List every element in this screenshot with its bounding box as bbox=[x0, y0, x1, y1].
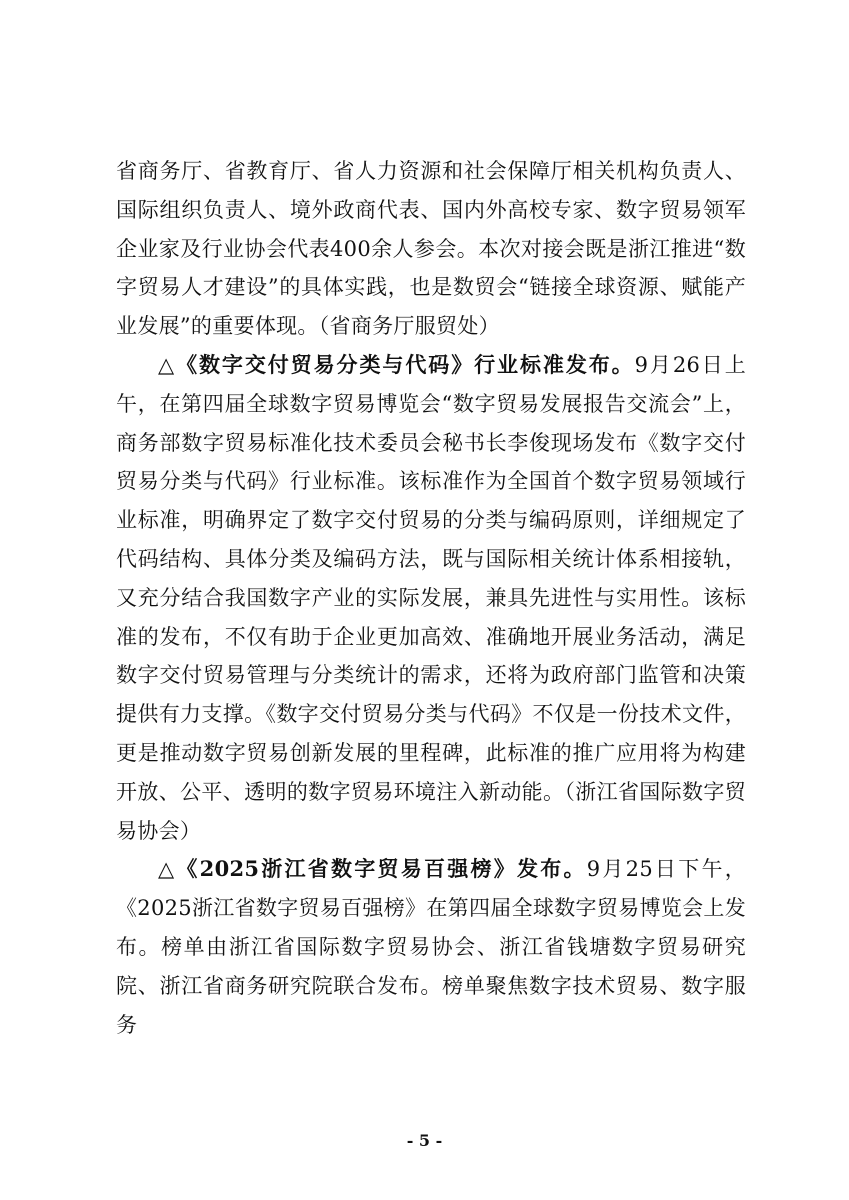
paragraph-top100-release bbox=[116, 850, 746, 1044]
paragraph-body: 9月25日下午，《2025浙江省数字贸易百强榜》在第四届全球数字贸易博览会上发布。榜单由浙江省国际数字贸易协会、浙江省钱塘数字贸易研究院、浙江省商务研究院联合发布。榜单聚焦数字技术贸易、数字服务 bbox=[116, 857, 746, 1037]
page-number: - 5 - bbox=[406, 1131, 443, 1150]
paragraph-headline: △《数字交付贸易分类与代码》行业标准发布。 bbox=[158, 351, 635, 377]
paragraph-body: 9月26日上午，在第四届全球数字贸易博览会“数字贸易发展报告交流会”上，商务部数字贸易标准化技术委员会秘书长李俊现场发布《数字交付贸易分类与代码》行业标准。该标准作为全国首个数字贸易领域行业标准，明确界定了数字交付贸易的分类与编码原则，详细规定了代码结构、具体分类及编码方法，既与国际相关统计体系相接轨，又充分结合我国数字产业的实际发展，兼具先进性与实用性。该标准的发布，不仅有助于企业更加高效、准确地开展业务活动，满足数字交付贸易管理与分类统计的需求，还将为政府部门监管和决策提供有力支撑。《数字交付贸易分类与代码》不仅是一份技术文件，更是推动数字贸易创新发展的里程碑，此标准的推广应用将为构建开放、公平、透明的数字贸易环境注入新动能。（浙江省国际数字贸易协会） bbox=[116, 352, 746, 843]
document-page bbox=[116, 152, 746, 1044]
paragraph-continuation bbox=[116, 152, 746, 346]
paragraph-standard-release bbox=[116, 346, 746, 850]
paragraph-headline: △《2025浙江省数字贸易百强榜》发布。 bbox=[158, 856, 587, 882]
paragraph-body: 省商务厅、省教育厅、省人力资源和社会保障厅相关机构负责人、国际组织负责人、境外政商代表、国内外高校专家、数字贸易领军企业家及行业协会代表400余人参会。本次对接会既是浙江推进“数字贸易人才建设”的具体实践，也是数贸会“链接全球资源、赋能产业发展”的重要体现。（省商务厅服贸处） bbox=[116, 159, 746, 339]
